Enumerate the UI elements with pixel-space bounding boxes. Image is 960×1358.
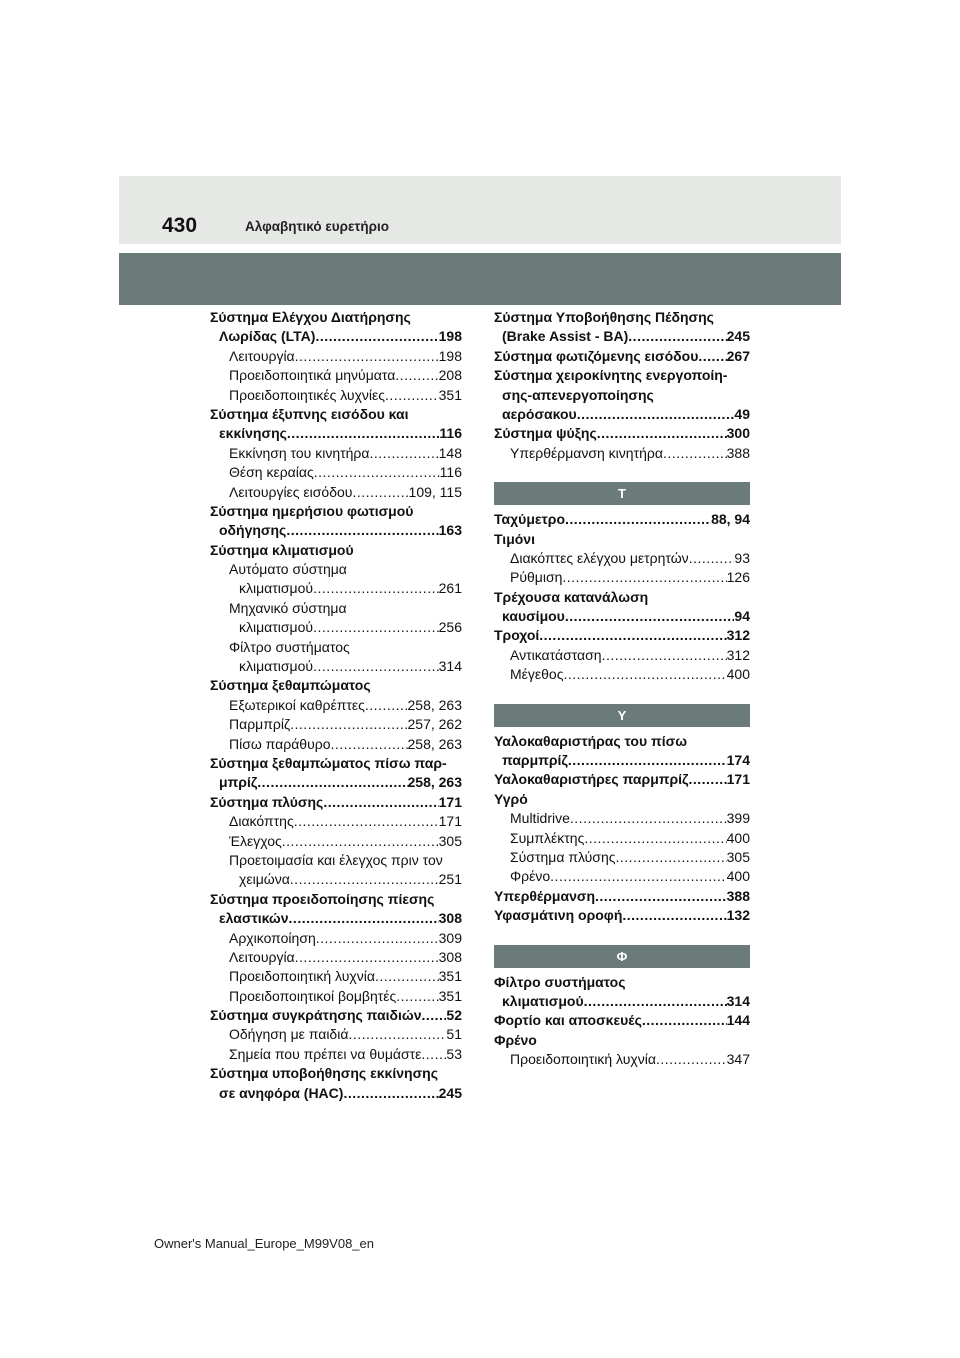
index-entry xyxy=(494,327,750,346)
entry-term: Σύστημα Ελέγχου Διατήρησης xyxy=(210,309,411,325)
index-entry xyxy=(210,308,462,327)
index-entry xyxy=(210,1064,462,1083)
dot-leader xyxy=(331,735,408,754)
entry-term: εκκίνησης xyxy=(219,425,287,442)
index-subentry xyxy=(210,347,462,366)
entry-term: Λωρίδας (LTA) xyxy=(219,328,316,345)
dot-leader xyxy=(316,929,439,948)
index-subentry xyxy=(210,948,462,967)
page-reference: 126 xyxy=(726,569,750,586)
entry-term: Τρέχουσα κατανάλωση xyxy=(494,588,649,605)
index-subentry xyxy=(210,851,462,870)
entry-term: Σύστημα συγκράτησης παιδιών xyxy=(210,1007,422,1024)
page-reference: 312 xyxy=(726,646,750,663)
entry-term: σε ανηφόρα (HAC) xyxy=(219,1084,344,1101)
entry-term: παρμπρίζ xyxy=(502,752,568,769)
entry-term: κλιματισμού xyxy=(239,619,314,636)
entry-term: Σύστημα ξεθαμπώματος πίσω παρ- xyxy=(210,754,447,771)
entry-term: Σημεία που πρέπει να θυμάστε xyxy=(229,1045,422,1062)
dot-leader xyxy=(315,327,438,346)
index-subentry xyxy=(210,967,462,986)
index-subentry xyxy=(494,646,750,665)
index-entry xyxy=(494,366,750,385)
page-reference: 258, 263 xyxy=(407,696,462,713)
index-entry xyxy=(494,992,750,1011)
index-subentry xyxy=(494,444,750,463)
page-reference: 116 xyxy=(439,425,462,442)
page-reference: 251 xyxy=(438,871,462,888)
page-reference: 144 xyxy=(726,1012,750,1029)
dot-leader xyxy=(295,948,439,967)
index-subentry xyxy=(210,1045,462,1064)
index-entry xyxy=(210,1006,462,1025)
footer-text: Owner's Manual_Europe_M99V08_en xyxy=(153,1236,374,1251)
dot-leader xyxy=(343,1084,438,1103)
index-subentry xyxy=(210,715,462,734)
index-subentry xyxy=(210,1025,462,1044)
page-reference: 171 xyxy=(726,771,750,788)
entry-term: Σύστημα προειδοποίησης πίεσης xyxy=(210,890,435,907)
entry-term: Λειτουργία xyxy=(229,347,295,364)
dot-leader xyxy=(314,463,440,482)
page-header xyxy=(119,176,841,244)
index-entry xyxy=(494,626,750,645)
entry-term: Τιμόνι xyxy=(494,530,535,547)
page-reference: 171 xyxy=(438,793,462,810)
dot-leader xyxy=(577,405,735,424)
page-reference: 400 xyxy=(726,868,750,885)
index-entry xyxy=(210,676,462,695)
entry-term: καυσίμου xyxy=(502,608,565,625)
index-subentry xyxy=(210,599,462,618)
index-subentry xyxy=(210,618,462,637)
page-reference: 400 xyxy=(726,666,750,683)
entry-term: Θέση κεραίας xyxy=(229,464,314,481)
index-entry xyxy=(210,1084,462,1103)
entry-term: Υγρό xyxy=(494,790,528,807)
page-reference: 94 xyxy=(734,608,750,625)
header-bar xyxy=(119,253,841,305)
page-number: 430 xyxy=(162,214,198,237)
page-reference: 49 xyxy=(734,405,750,422)
entry-term: Αυτόματο σύστημα xyxy=(229,561,347,578)
index-entry xyxy=(210,502,462,521)
index-subentry xyxy=(494,549,750,568)
dot-leader xyxy=(597,424,727,443)
index-entry xyxy=(494,424,750,443)
index-subentry xyxy=(210,870,462,889)
page-reference: 148 xyxy=(438,444,462,461)
index-entry xyxy=(210,773,462,792)
dot-leader xyxy=(282,832,439,851)
entry-term: Σύστημα πλύσης xyxy=(210,793,324,810)
entry-term: Σύστημα ξεθαμπώματος xyxy=(210,677,371,694)
dot-leader xyxy=(294,812,439,831)
page-reference: 308 xyxy=(438,910,462,927)
index-entry xyxy=(494,386,750,405)
index-entry xyxy=(494,405,750,424)
page-reference: 93 xyxy=(734,549,750,566)
dot-leader xyxy=(365,696,408,715)
dot-leader xyxy=(563,665,726,684)
index-subentry xyxy=(210,696,462,715)
page-reference: 174 xyxy=(726,752,750,769)
page-reference: 312 xyxy=(726,627,750,644)
dot-leader xyxy=(584,992,727,1011)
entry-term: Υπερθέρμανση κινητήρα xyxy=(510,444,663,461)
index-entry xyxy=(494,887,750,906)
index-subentry xyxy=(210,929,462,948)
index-column-right xyxy=(494,308,750,1070)
entry-term: Παρμπρίζ xyxy=(229,716,291,733)
page-reference: 116 xyxy=(439,464,462,481)
entry-term: ελαστικών xyxy=(219,910,289,927)
dot-leader xyxy=(689,549,735,568)
entry-term: Οδήγηση με παιδιά xyxy=(229,1026,349,1043)
entry-term: Λειτουργία xyxy=(229,948,295,965)
dot-leader xyxy=(568,751,727,770)
dot-leader xyxy=(286,521,438,540)
entry-term: Προειδοποιητική λυχνία xyxy=(229,968,375,985)
dot-leader xyxy=(565,510,711,529)
index-subentry xyxy=(494,848,750,867)
entry-term: Προειδοποιητική λυχνία xyxy=(510,1051,656,1068)
entry-term: μπρίζ xyxy=(219,774,258,791)
index-entry xyxy=(494,607,750,626)
dot-leader xyxy=(421,1045,446,1064)
page-reference: 305 xyxy=(726,848,750,865)
entry-term: κλιματισμού xyxy=(239,658,314,675)
dot-leader xyxy=(584,829,726,848)
index-entry xyxy=(210,424,462,443)
index-entry xyxy=(210,890,462,909)
entry-term: Αρχικοποίηση xyxy=(229,929,316,946)
dot-leader xyxy=(628,327,726,346)
dot-leader xyxy=(323,793,438,812)
index-entry xyxy=(494,1011,750,1030)
dot-leader xyxy=(539,626,726,645)
index-subentry xyxy=(210,657,462,676)
dot-leader xyxy=(642,1011,727,1030)
dot-leader xyxy=(289,909,439,928)
index-entry xyxy=(494,588,750,607)
entry-term: Σύστημα έξυπνης εισόδου και xyxy=(210,405,409,422)
dot-leader xyxy=(602,646,727,665)
entry-term: Υφασμάτινη οροφή xyxy=(494,907,623,924)
index-column-left xyxy=(210,308,462,1103)
dot-leader xyxy=(287,424,440,443)
dot-leader xyxy=(385,386,439,405)
index-subentry xyxy=(494,829,750,848)
section-letter-header: Τ xyxy=(494,482,750,505)
index-subentry xyxy=(210,463,462,482)
index-subentry xyxy=(210,987,462,1006)
dot-leader xyxy=(550,867,726,886)
page-reference: 258, 263 xyxy=(407,735,462,752)
page-reference: 261 xyxy=(438,580,462,597)
entry-term: Σύστημα πλύσης xyxy=(510,848,616,865)
page-reference: 132 xyxy=(726,907,750,924)
index-entry xyxy=(210,405,462,424)
dot-leader xyxy=(348,1025,446,1044)
index-entry xyxy=(494,790,750,809)
entry-term: Διακόπτης xyxy=(229,813,294,830)
index-subentry xyxy=(210,444,462,463)
entry-term: χειμώνα xyxy=(239,871,290,888)
index-entry xyxy=(494,510,750,529)
dot-leader xyxy=(375,967,439,986)
index-subentry xyxy=(210,832,462,851)
page-reference: 309 xyxy=(438,929,462,946)
page-reference: 258, 263 xyxy=(407,774,462,791)
page-reference: 267 xyxy=(726,347,750,364)
index-subentry xyxy=(210,560,462,579)
page-reference: 400 xyxy=(726,829,750,846)
index-subentry xyxy=(494,809,750,828)
entry-term: Υαλοκαθαριστήρας του πίσω xyxy=(494,732,688,749)
entry-term: Λειτουργίες εισόδου xyxy=(229,483,353,500)
index-entry xyxy=(494,1031,750,1050)
index-subentry xyxy=(210,483,462,502)
section-letter-header: Υ xyxy=(494,704,750,727)
page-reference: 314 xyxy=(726,992,750,1009)
page-reference: 347 xyxy=(726,1051,750,1068)
index-entry xyxy=(494,347,750,366)
entry-term: κλιματισμού xyxy=(502,992,584,1009)
page-reference: 51 xyxy=(446,1026,462,1043)
entry-term: Ταχύμετρο xyxy=(494,511,565,528)
index-subentry xyxy=(210,579,462,598)
dot-leader xyxy=(352,483,408,502)
entry-term: Σύστημα φωτιζόμενης εισόδου xyxy=(494,347,699,364)
page-reference: 388 xyxy=(726,444,750,461)
entry-term: Διακόπτες ελέγχου μετρητών xyxy=(510,549,689,566)
page-reference: 300 xyxy=(726,425,750,442)
page-reference: 171 xyxy=(438,813,462,830)
dot-leader xyxy=(698,347,726,366)
entry-term: Προειδοποιητικοί βομβητές xyxy=(229,987,397,1004)
page-reference: 53 xyxy=(446,1045,462,1062)
entry-term: Φορτίο και αποσκευές xyxy=(494,1012,642,1029)
entry-term: κλιματισμού xyxy=(239,580,314,597)
dot-leader xyxy=(663,444,727,463)
page-title: Αλφαβητικό ευρετήριο xyxy=(245,219,390,234)
entry-term: Υπερθέρμανση xyxy=(494,887,595,904)
index-entry xyxy=(494,751,750,770)
index-entry xyxy=(210,754,462,773)
index-subentry xyxy=(494,665,750,684)
index-subentry xyxy=(210,735,462,754)
entry-term: Σύστημα ψύξης xyxy=(494,425,597,442)
entry-term: Μέγεθος xyxy=(510,666,564,683)
dot-leader xyxy=(565,607,735,626)
dot-leader xyxy=(313,657,439,676)
entry-term: Multidrive xyxy=(510,810,570,827)
entry-term: Τροχοί xyxy=(494,627,540,644)
entry-term: Φίλτρο συστήματος xyxy=(229,638,350,655)
index-entry xyxy=(210,541,462,560)
index-entry xyxy=(494,770,750,789)
dot-leader xyxy=(257,773,407,792)
index-subentry xyxy=(210,638,462,657)
index-entry xyxy=(494,906,750,925)
index-subentry xyxy=(494,568,750,587)
page-reference: 257, 262 xyxy=(407,716,462,733)
dot-leader xyxy=(313,618,439,637)
entry-term: Υαλοκαθαριστήρες παρμπρίζ xyxy=(494,771,689,788)
dot-leader xyxy=(562,568,726,587)
index-entry xyxy=(494,732,750,751)
dot-leader xyxy=(422,1006,447,1025)
page-reference: 351 xyxy=(438,968,462,985)
page-reference: 163 xyxy=(438,522,462,539)
entry-term: Σύστημα υποβοήθησης εκκίνησης xyxy=(210,1065,438,1082)
page-reference: 351 xyxy=(438,987,462,1004)
section-letter-header: Φ xyxy=(494,945,750,968)
entry-term: Συμπλέκτης xyxy=(510,829,585,846)
index-subentry xyxy=(210,812,462,831)
index-entry xyxy=(494,530,750,549)
index-entry xyxy=(210,327,462,346)
page-reference: 305 xyxy=(438,832,462,849)
page-reference: 256 xyxy=(438,619,462,636)
entry-term: Προετοιμασία και έλεγχος πριν τον xyxy=(229,851,443,868)
page-reference: 52 xyxy=(446,1007,462,1024)
entry-term: Φρένο xyxy=(510,868,551,885)
entry-term: Πίσω παράθυρο xyxy=(229,735,331,752)
dot-leader xyxy=(370,444,439,463)
entry-term: Φίλτρο συστήματος xyxy=(494,973,626,990)
page-reference: 245 xyxy=(726,328,750,345)
entry-term: αερόσακου xyxy=(502,405,577,422)
page-reference: 399 xyxy=(726,810,750,827)
index-subentry xyxy=(210,366,462,385)
page-reference: 351 xyxy=(438,386,462,403)
index-entry xyxy=(494,308,750,327)
page-reference: 198 xyxy=(438,347,462,364)
entry-term: οδήγησης xyxy=(219,522,287,539)
index-entry xyxy=(210,909,462,928)
index-entry xyxy=(494,973,750,992)
entry-term: Προειδοποιητικές λυχνίες xyxy=(229,386,386,403)
page-reference: 245 xyxy=(438,1084,462,1101)
dot-leader xyxy=(615,848,726,867)
entry-term: Σύστημα χειροκίνητης ενεργοποίη- xyxy=(494,367,728,384)
page-reference: 388 xyxy=(726,887,750,904)
entry-term: Σύστημα Υποβοήθησης Πέδησης xyxy=(494,309,714,325)
entry-term: Φρένο xyxy=(494,1031,537,1048)
dot-leader xyxy=(290,870,439,889)
dot-leader xyxy=(622,906,726,925)
page-reference: 314 xyxy=(438,658,462,675)
entry-term: Μηχανικό σύστημα xyxy=(229,599,347,616)
page-reference: 88, 94 xyxy=(711,511,750,528)
index-entry xyxy=(210,521,462,540)
entry-term: Σύστημα κλιματισμού xyxy=(210,541,354,558)
entry-term: σης-απενεργοποίησης xyxy=(502,386,654,403)
entry-term: Ρύθμιση xyxy=(510,569,563,586)
entry-term: Σύστημα ημερήσιου φωτισμού xyxy=(210,502,414,519)
page-reference: 308 xyxy=(438,948,462,965)
dot-leader xyxy=(395,366,438,385)
index-subentry xyxy=(494,1050,750,1069)
entry-term: Προειδοποιητικά μηνύματα xyxy=(229,367,396,384)
index-subentry xyxy=(494,867,750,886)
dot-leader xyxy=(688,770,726,789)
index-subentry xyxy=(210,386,462,405)
entry-term: Αντικατάσταση xyxy=(510,646,602,663)
dot-leader xyxy=(595,887,727,906)
entry-term: Εξωτερικοί καθρέπτες xyxy=(229,696,365,713)
entry-term: (Brake Assist - BA) xyxy=(502,328,629,345)
index-entry xyxy=(210,793,462,812)
entry-term: Εκκίνηση του κινητήρα xyxy=(229,444,370,461)
dot-leader xyxy=(570,809,727,828)
page-reference: 198 xyxy=(438,328,462,345)
dot-leader xyxy=(396,987,438,1006)
dot-leader xyxy=(313,579,439,598)
entry-term: Έλεγχος xyxy=(229,832,282,849)
page-reference: 109, 115 xyxy=(408,483,462,500)
dot-leader xyxy=(290,715,407,734)
dot-leader xyxy=(295,347,439,366)
page-reference: 208 xyxy=(438,367,462,384)
dot-leader xyxy=(656,1050,727,1069)
